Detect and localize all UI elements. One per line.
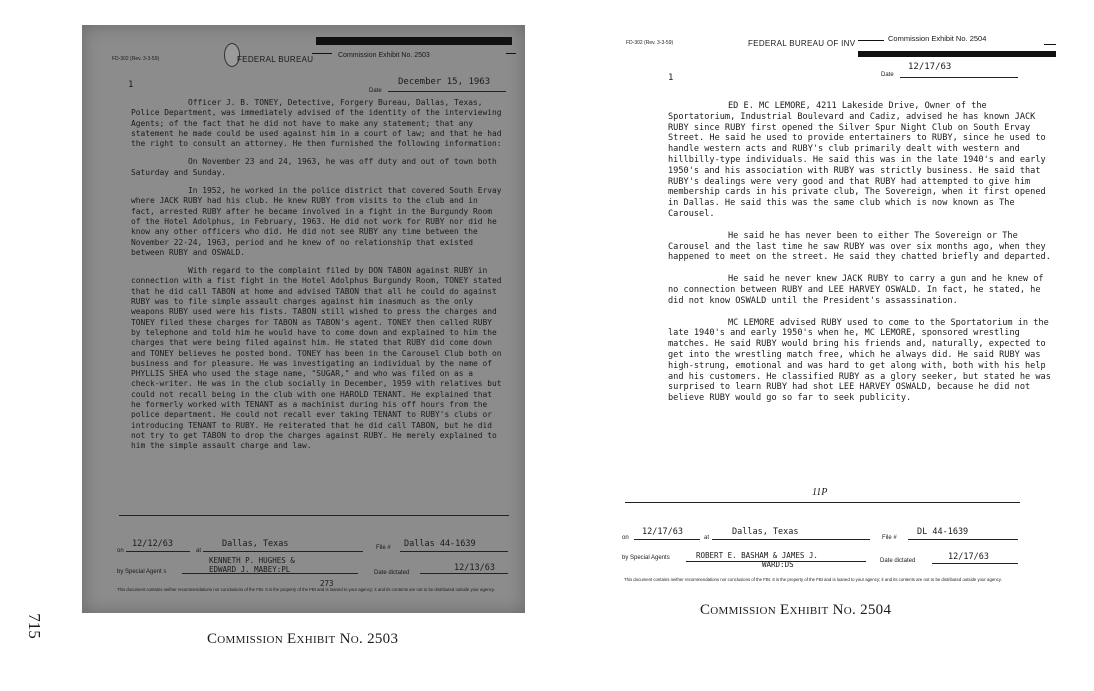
field-underline <box>203 551 363 552</box>
footer-divider <box>625 502 1020 503</box>
dictated-date: 12/13/63 <box>454 563 495 573</box>
interview-date: 12/12/63 <box>132 539 173 549</box>
exhibit-2503-document <box>82 25 525 613</box>
field-underline <box>932 563 1018 564</box>
page-marker: 1 <box>668 73 674 83</box>
agent-name-line: ROBERT E. BASHAM & JAMES J. <box>696 551 818 560</box>
report-body <box>131 98 506 460</box>
date-underline <box>900 77 1018 78</box>
report-date: 12/17/63 <box>908 62 952 72</box>
paragraph: Officer J. B. TONEY, Detective, Forgery Bureau, Dallas, Texas, Police Department, was immediately advised of the identity of the interviewing Agents; of the fact that he did not have to make any statement; that any statement he made could be used against him in a court of law; and that he had the right to consult an attorney. He then furnished the following information: <box>131 98 507 149</box>
page-marker: 1 <box>128 80 134 90</box>
exhibit-2504-caption: Commission Exhibit No. 2504 <box>700 602 892 618</box>
date-label: Date <box>881 72 894 78</box>
field-underline <box>400 551 508 552</box>
disclaimer: This document contains neither recommendations nor conclusions of the FBI. It is the property of the FBI and is loaned to your agency; it and its contents are not to be distributed outside your agency. <box>117 587 495 592</box>
on-label: on <box>117 548 124 554</box>
interview-location: Dallas, Texas <box>732 527 799 537</box>
header-redaction-bar <box>316 37 512 45</box>
agent-label: by Special Agents <box>622 555 670 561</box>
exhibit-label: Commission Exhibit No. 2504 <box>888 34 987 43</box>
report-body <box>668 101 1056 415</box>
field-underline <box>126 551 190 552</box>
paragraph: In 1952, he worked in the police district that covered South Ervay where JACK RUBY had his club. He knew RUBY from visits to the club and in fact, arrested RUBY after he became involved in a fight in the Burgundy Room of the Hotel Adolphus, in February, 1963. He did not work for RUBY nor did he know any other officers who did. He did not see RUBY any time between the November 22-24, 1963, period and he knew of no relationship that existed between RUBY and OSWALD. <box>131 186 507 257</box>
paragraph: With regard to the complaint filed by DON TABON against RUBY in connection with a fist fight in the Hotel Adolphus Burgundy Room, TONEY stated that he did call TABON at home and advised TABON that all he could do against RUBY was to file simple assault charges against him inasmuch as the only weapons RUBY used were his fists. TABON still wished to press the charges and TONEY filed these charges for TABON as TABON's agent. TONEY then called RUBY by telephone and told him he would have to come down and explained to him the charges that were being filed against him. He stated that RUBY did come down and TONEY believes he posted bond. TONEY has been in the Carousel Club both on business and for pleasure. He was investigating an individual by the name of PHYLLIS SHEA who used the stage name, "SUGAR," and who was filed on as a check-writer. He was in the club socially in December, 1959 with relatives but could not recall being in the club with one HAROLD TENANT. He explained that he formerly worked with TENANT as a machinist during his off hours from the police department. He could not recall ever taking TENANT to RUBY's clubs or introducing TENANT to RUBY. He reiterated that he did call TABON, but he did not try to get TABON to drop the charges against RUBY. He merely explained to him the simple assault charge and law. <box>131 266 507 451</box>
handwritten-mark: 11P <box>812 487 828 498</box>
paragraph: ED E. MC LEMORE, 4211 Lakeside Drive, Owner of the Sportatorium, Industrial Boulevard and Cadiz, advised he has known JACK RUBY since RUBY first opened the Silver Spur Night Club on South Ervay Street. He said he used to provide entertainers to RUBY, since he used to handle western acts and RUBY's club primarily dealt with western and hillbilly-type individuals. He said this was in the late 1940's and early 1950's and his association with RUBY was strictly business. He said that RUBY's dealings were very good and that RUBY had attempted to give him membership cards in his private club, The Sovereign, when it first opened in Dallas. He said this was the same club which is now known as The Carousel. <box>668 101 1051 219</box>
report-date: December 15, 1963 <box>398 77 491 87</box>
field-underline <box>686 561 866 562</box>
paragraph: He said he never knew JACK RUBY to carry a gun and he knew of no connection between RUBY and LEE HARVEY OSWALD. In fact, he stated, he did not know OSWALD until the President's assassination. <box>668 274 1049 306</box>
agent-name-line: WARD:DS <box>762 560 794 569</box>
at-label: at <box>196 548 202 554</box>
on-label: on <box>622 535 629 541</box>
paragraph: On November 23 and 24, 1963, he was off duty and out of town both Saturday and Sunday. <box>131 157 502 177</box>
field-underline <box>712 539 870 540</box>
agent-name-line: KENNETH P. HUGHES & <box>209 556 295 565</box>
header-rule <box>312 53 332 54</box>
form-id: FD-302 (Rev. 3-3-59) <box>626 40 674 46</box>
form-id: FD-302 (Rev. 3-3-59) <box>112 56 160 62</box>
exhibit-2504-document <box>612 25 1072 625</box>
field-underline <box>634 539 700 540</box>
disclaimer: This document contains neither recommendations nor conclusions of the FBI. It is the property of the FBI and is loaned to your agency; it and its contents are not to be distributed outside your agency. <box>624 577 1002 582</box>
exhibit-label: Commission Exhibit No. 2503 <box>338 52 430 59</box>
field-underline <box>420 573 508 574</box>
agent-name-line: EDWARD J. MABEY:PL <box>209 565 291 574</box>
header-rule <box>858 40 884 41</box>
stamp-number: 273 <box>320 579 334 588</box>
agent-label: by Special Agent s <box>117 569 167 575</box>
exhibit-2503-caption: Commission Exhibit No. 2503 <box>207 631 399 647</box>
field-underline <box>908 539 1018 540</box>
header-rule <box>1044 44 1056 45</box>
header-rule <box>506 53 516 54</box>
date-label: Date <box>369 88 382 94</box>
agent-names <box>696 551 818 569</box>
paragraph: MC LEMORE advised RUBY used to come to the Sportatorium in the late 1940's and early 1950's when he, MC LEMORE, sponsored wrestling matches. He said RUBY would bring his friends and, naturally, expected to get into the wrestling match free, which he always did. He said RUBY was high-strung, emotional and was hard to get along with, both with his help and his customers. He classified RUBY as a glory seeker, but stated he was surprised to learn RUBY had shot LEE HARVEY OSWALD, because he did not believe RUBY would go so far to seek publicity. <box>668 317 1057 404</box>
interview-location: Dallas, Texas <box>222 539 289 549</box>
agency-name: FEDERAL BUREAU <box>237 55 314 64</box>
at-label: at <box>704 535 710 541</box>
agent-names <box>209 556 295 574</box>
file-label: File # <box>376 545 391 551</box>
footer-divider <box>119 515 509 516</box>
page-number: 715 <box>25 613 44 639</box>
field-underline <box>182 573 358 574</box>
interview-date: 12/17/63 <box>642 527 683 537</box>
file-number: Dallas 44-1639 <box>404 539 476 549</box>
file-label: File # <box>882 535 897 541</box>
date-underline <box>388 91 506 92</box>
header-redaction-bar <box>858 51 1056 57</box>
dictated-label: Date dictated <box>880 558 916 564</box>
agency-name: FEDERAL BUREAU OF INV <box>748 39 856 48</box>
paragraph: He said he has never been to either The Sovereign or The Carousel and the last time he saw RUBY was over six months ago, when they happened to meet on the street. He said they chatted briefly and departed. <box>668 230 1051 263</box>
dictated-date: 12/17/63 <box>948 552 989 562</box>
file-number: DL 44-1639 <box>917 527 969 537</box>
dictated-label: Date dictated <box>374 570 410 576</box>
